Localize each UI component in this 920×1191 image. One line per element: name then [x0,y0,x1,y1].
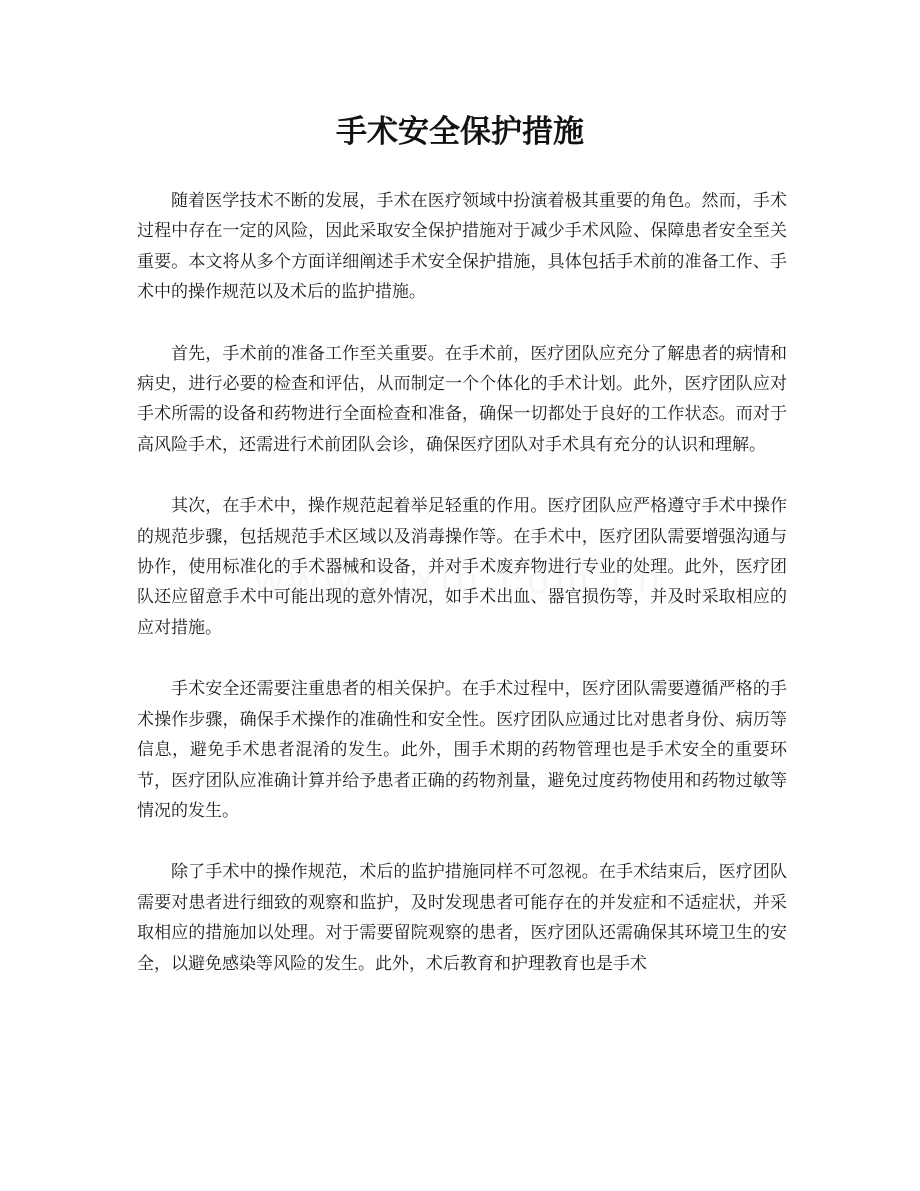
document-title: 手术安全保护措施 [336,114,584,150]
paragraph-postoperative: 除了手术中的操作规范，术后的监护措施同样不可忽视。在手术结束后，医疗团队需要对患者进行细致的观察和监护，及时发现患者可能存在的并发症和不适症状，并采取相应的措施加以处理。对于需要留院观察的患者，医疗团队还需确保其环境卫生的安全，以避免感染等风险的发生。此外，术后教育和护理教育也是手术 [137,862,787,974]
paragraph-intraoperative: 其次，在手术中，操作规范起着举足轻重的作用。医疗团队应严格遵守手术中操作的规范步骤，包括规范手术区域以及消毒操作等。在手术中，医疗团队需要增强沟通与协作，使用标准化的手术器械和设备，并对手术废弃物进行专业的处理。此外，医疗团队还应留意手术中可能出现的意外情况，如手术出血、器官损伤等，并及时采取相应的应对措施。 [137,496,787,638]
paragraph-preoperative: 首先，手术前的准备工作至关重要。在手术前，医疗团队应充分了解患者的病情和病史，进行必要的检查和评估，从而制定一个个体化的手术计划。此外，医疗团队应对手术所需的设备和药物进行全面检查和准备，确保一切都处于良好的工作状态。而对于高风险手术，还需进行术前团队会诊，确保医疗团队对手术具有充分的认识和理解。 [137,343,787,455]
paragraph-patient-protection: 手术安全还需要注重患者的相关保护。在手术过程中，医疗团队需要遵循严格的手术操作步骤，确保手术操作的准确性和安全性。医疗团队应通过比对患者身份、病历等信息，避免手术患者混淆的发生。此外，围手术期的药物管理也是手术安全的重要环节，医疗团队应准确计算并给予患者正确的药物剂量，避免过度药物使用和药物过敏等情况的发生。 [137,679,787,821]
document-body [137,186,787,1010]
paragraph-intro: 随着医学技术不断的发展，手术在医疗领域中扮演着极其重要的角色。然而，手术过程中存在一定的风险，因此采取安全保护措施对于减少手术风险、保障患者安全至关重要。本文将从多个方面详细阐述手术安全保护措施，具体包括手术前的准备工作、手术中的操作规范以及术后的监护措施。 [137,191,787,303]
